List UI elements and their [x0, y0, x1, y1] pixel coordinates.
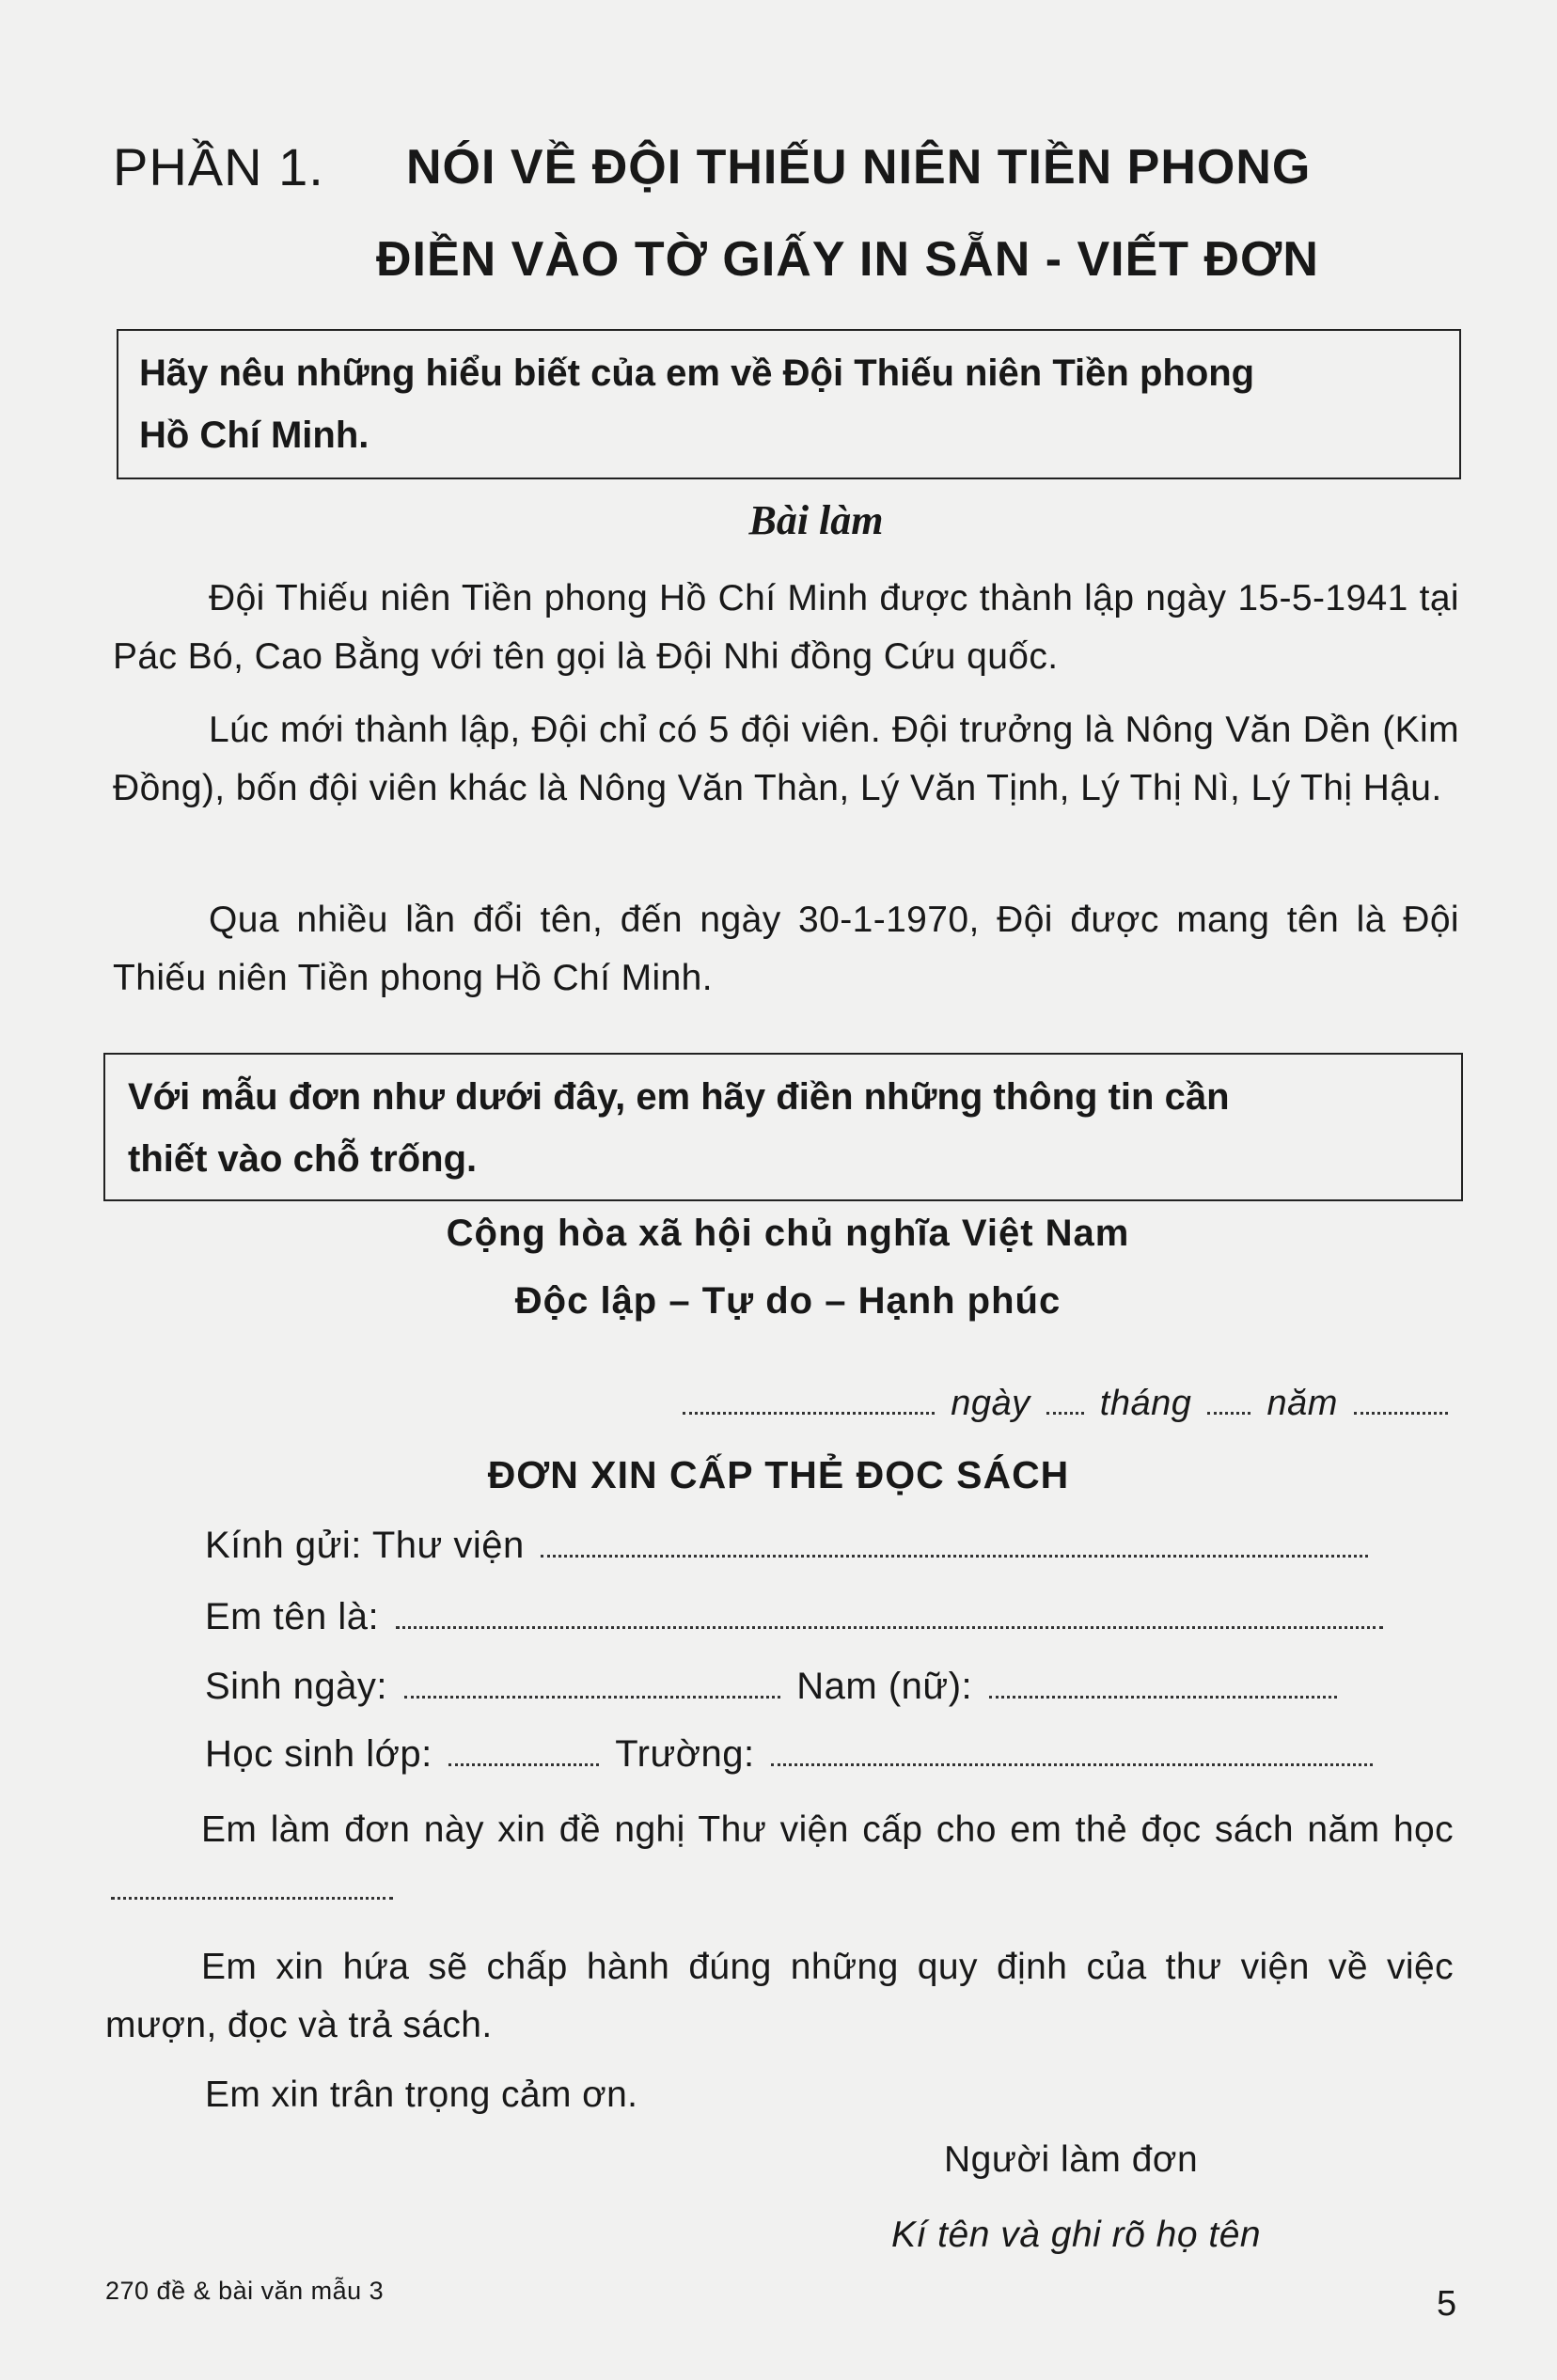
section-title-line-1: NÓI VỀ ĐỘI THIẾU NIÊN TIỀN PHONG	[406, 140, 1312, 195]
school-blank	[771, 1760, 1373, 1766]
birth-line	[205, 1666, 1343, 1708]
signer-label: Người làm đơn	[944, 2139, 1199, 2180]
sign-note: Kí tên và ghi rõ họ tên	[891, 2215, 1262, 2255]
birth-label: Sinh ngày:	[205, 1666, 388, 1707]
date-year-blank	[1354, 1408, 1448, 1415]
name-blank	[396, 1622, 1383, 1629]
date-line	[677, 1384, 1454, 1424]
date-day-blank	[1046, 1408, 1084, 1415]
task-1-prompt-line-2: Hồ Chí Minh.	[139, 415, 370, 456]
library-blank	[541, 1551, 1368, 1558]
class-label: Học sinh lớp:	[205, 1733, 432, 1775]
name-line	[205, 1596, 1389, 1638]
birth-blank	[404, 1692, 780, 1699]
school-label: Trường:	[615, 1733, 755, 1775]
request-text: Em làm đơn này xin đề nghị Thư viện cấp cho em thẻ đọc sách năm học	[201, 1809, 1454, 1850]
section-title-line-2: ĐIỀN VÀO TỜ GIẤY IN SẴN - VIẾT ĐƠN	[376, 232, 1319, 287]
gender-label: Nam (nữ):	[796, 1666, 973, 1707]
school-year-blank	[111, 1893, 393, 1900]
task-2-prompt-line-2: thiết vào chỗ trống.	[128, 1138, 478, 1180]
nation-motto: Độc lập – Tự do – Hạnh phúc	[514, 1280, 1062, 1322]
name-label: Em tên là:	[205, 1596, 380, 1637]
task-2-prompt-box	[103, 1053, 1463, 1201]
class-line	[205, 1733, 1378, 1776]
gender-blank	[989, 1692, 1337, 1699]
to-line	[205, 1525, 1374, 1567]
part-label: PHẦN 1.	[113, 137, 324, 196]
class-blank	[448, 1760, 599, 1766]
answer-paragraph-2: Lúc mới thành lập, Đội chỉ có 5 đội viên. Đội trưởng là Nông Văn Dền (Kim Đồng), bốn đội viên khác là Nông Văn Thàn, Lý Văn Tịnh, Lý Thị Nì, Lý Thị Hậu.	[113, 710, 1459, 808]
thanks-line: Em xin trân trọng cảm ơn.	[205, 2075, 638, 2115]
nation-name: Cộng hòa xã hội chủ nghĩa Việt Nam	[446, 1213, 1130, 1254]
date-place-blank	[683, 1408, 935, 1415]
date-month-blank	[1207, 1408, 1250, 1415]
book-title-footer: 270 đề & bài văn mẫu 3	[105, 2277, 385, 2305]
form-title: ĐƠN XIN CẤP THẺ ĐỌC SÁCH	[487, 1453, 1070, 1496]
answer-heading: Bài làm	[748, 497, 884, 543]
request-paragraph	[105, 1801, 1454, 1918]
answer-paragraph-1: Đội Thiếu niên Tiền phong Hồ Chí Minh được thành lập ngày 15-5-1941 tại Pác Bó, Cao Bằng với tên gọi là Đội Nhi đồng Cứu quốc.	[113, 578, 1459, 677]
to-label: Kính gửi: Thư viện	[205, 1525, 525, 1566]
page-number: 5	[1437, 2284, 1457, 2324]
promise-paragraph: Em xin hứa sẽ chấp hành đúng những quy định của thư viện về việc mượn, đọc và trả sách.	[105, 1947, 1454, 2045]
date-year-label: năm	[1266, 1384, 1338, 1423]
answer-paragraph-3: Qua nhiều lần đổi tên, đến ngày 30-1-1970, Đội được mang tên là Đội Thiếu niên Tiền phong Hồ Chí Minh.	[113, 900, 1459, 998]
task-2-prompt-line-1: Với mẫu đơn như dưới đây, em hãy điền những thông tin cần	[128, 1076, 1230, 1118]
task-1-prompt-line-1: Hãy nêu những hiểu biết của em về Đội Thiếu niên Tiền phong	[139, 352, 1255, 394]
date-month-label: tháng	[1099, 1384, 1192, 1423]
date-day-label: ngày	[951, 1384, 1030, 1423]
task-1-prompt-box	[117, 329, 1461, 479]
